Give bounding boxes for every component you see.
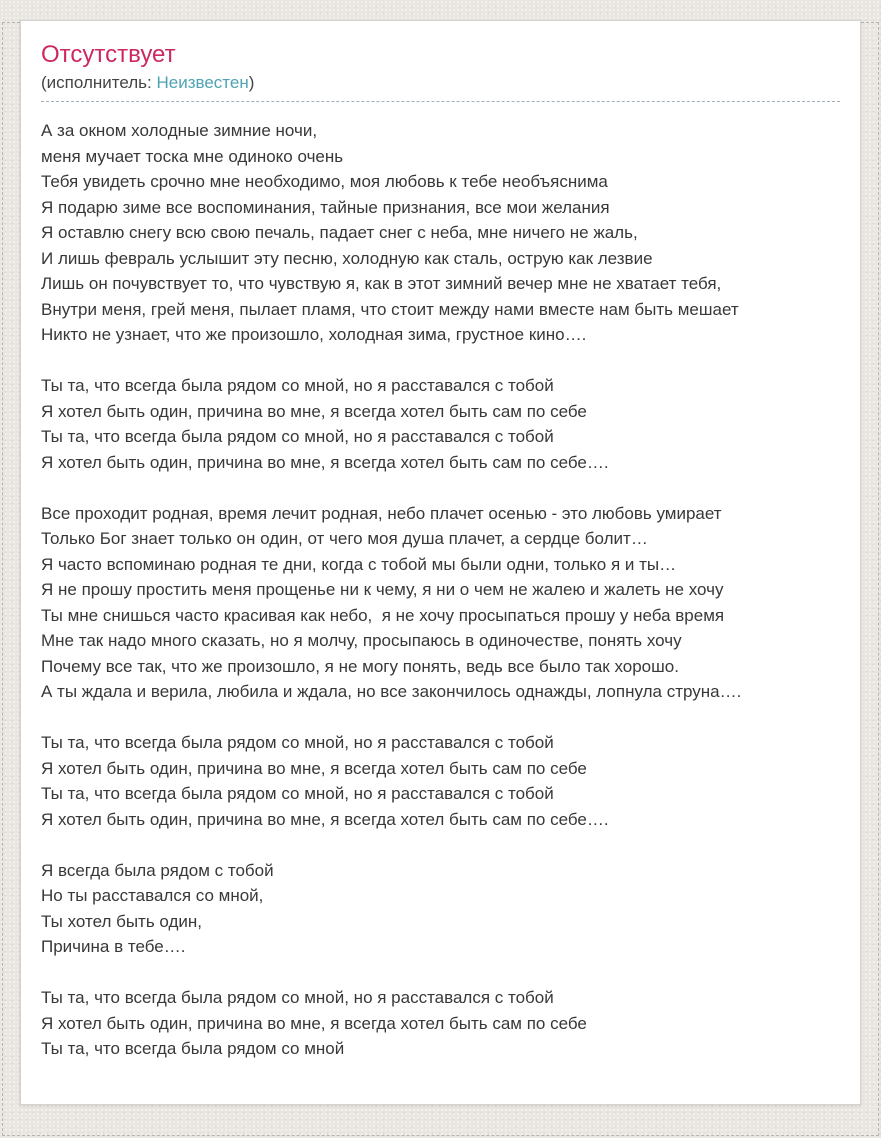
stanza — [41, 985, 840, 1062]
lyric-line: Но ты расставался со мной, — [41, 886, 264, 905]
lyrics-text — [41, 118, 840, 1062]
lyrics-card — [20, 20, 861, 1105]
page-title: Отсутствует — [41, 41, 176, 68]
stanza — [41, 118, 840, 348]
lyric-line: Тебя увидеть срочно мне необходимо, моя любовь к тебе необъяснима — [41, 172, 608, 191]
lyric-line: меня мучает тоска мне одиноко очень — [41, 146, 344, 166]
lyric-line: Все проходит родная, время лечит родная, небо плачет осенью - это любовь умирает — [41, 503, 722, 523]
artist-line — [41, 71, 840, 95]
stanza — [41, 501, 840, 705]
lyric-line: Ты та, что всегда была рядом со мной, но я расставался с тобой — [41, 784, 554, 803]
lyric-line: Я оставлю снегу всю свою печаль, падает снег с неба, мне ничего не жаль, — [41, 223, 638, 242]
lyric-line: Ты та, что всегда была рядом со мной, но я расставался с тобой — [41, 733, 554, 752]
lyric-line: А за окном холодные зимние ночи, — [41, 121, 318, 140]
stanza — [41, 858, 840, 960]
lyric-line: Я хотел быть один, причина во мне, я всегда хотел быть сам по себе — [41, 401, 587, 421]
lyric-line: А ты ждала и верила, любила и ждала, но все закончилось однажды, лопнула струна…. — [41, 682, 742, 701]
lyric-line: Ты хотел быть один, — [41, 911, 203, 931]
lyric-line: И лишь февраль услышит эту песню, холодную как сталь, острую как лезвие — [41, 248, 653, 268]
lyric-line: Я не прошу простить меня прощенье ни к чему, я ни о чем не жалею и жалеть не хочу — [41, 580, 724, 599]
lyric-line: Я часто вспоминаю родная те дни, когда с тобой мы были одни, только я и ты… — [41, 554, 677, 574]
stanza — [41, 730, 840, 832]
stanza — [41, 373, 840, 475]
lyric-line: Никто не узнает, что же произошло, холодная зима, грустное кино…. — [41, 325, 587, 344]
lyric-line: Я хотел быть один, причина во мне, я всегда хотел быть сам по себе…. — [41, 452, 609, 472]
lyric-line: Ты мне снишься часто красивая как небо, я не хочу просыпаться прошу у неба время — [41, 605, 725, 625]
lyric-line: Ты та, что всегда была рядом со мной, но я расставался с тобой — [41, 988, 554, 1007]
lyric-line: Я хотел быть один, причина во мне, я всегда хотел быть сам по себе — [41, 1013, 587, 1033]
header — [41, 41, 840, 102]
lyric-line: Только Бог знает только он один, от чего моя душа плачет, а сердце болит… — [41, 529, 648, 548]
artist-prefix: (исполнитель: — [41, 73, 157, 92]
lyric-line: Ты та, что всегда была рядом со мной, но я расставался с тобой — [41, 427, 554, 446]
lyric-line: Внутри меня, грей меня, пылает пламя, что стоит между нами вместе нам быть мешает — [41, 299, 739, 319]
lyric-line: Мне так надо много сказать, но я молчу, просыпаюсь в одиночестве, понять хочу — [41, 631, 682, 650]
artist-link[interactable]: Неизвестен — [156, 73, 249, 92]
lyric-line: Ты та, что всегда была рядом со мной — [41, 1039, 345, 1058]
lyric-line: Причина в тебе…. — [41, 937, 186, 956]
lyric-line: Я всегда была рядом с тобой — [41, 860, 274, 880]
lyric-line: Ты та, что всегда была рядом со мной, но я расставался с тобой — [41, 376, 554, 395]
artist-suffix: ) — [248, 73, 255, 92]
lyric-line: Я хотел быть один, причина во мне, я всегда хотел быть сам по себе — [41, 758, 587, 778]
lyric-line: Почему все так, что же произошло, я не могу понять, ведь все было так хорошо. — [41, 656, 679, 676]
lyric-line: Лишь он почувствует то, что чувствую я, как в этот зимний вечер мне не хватает тебя, — [41, 274, 722, 293]
lyric-line: Я хотел быть один, причина во мне, я всегда хотел быть сам по себе…. — [41, 809, 609, 829]
lyric-line: Я подарю зиме все воспоминания, тайные признания, все мои желания — [41, 197, 610, 217]
